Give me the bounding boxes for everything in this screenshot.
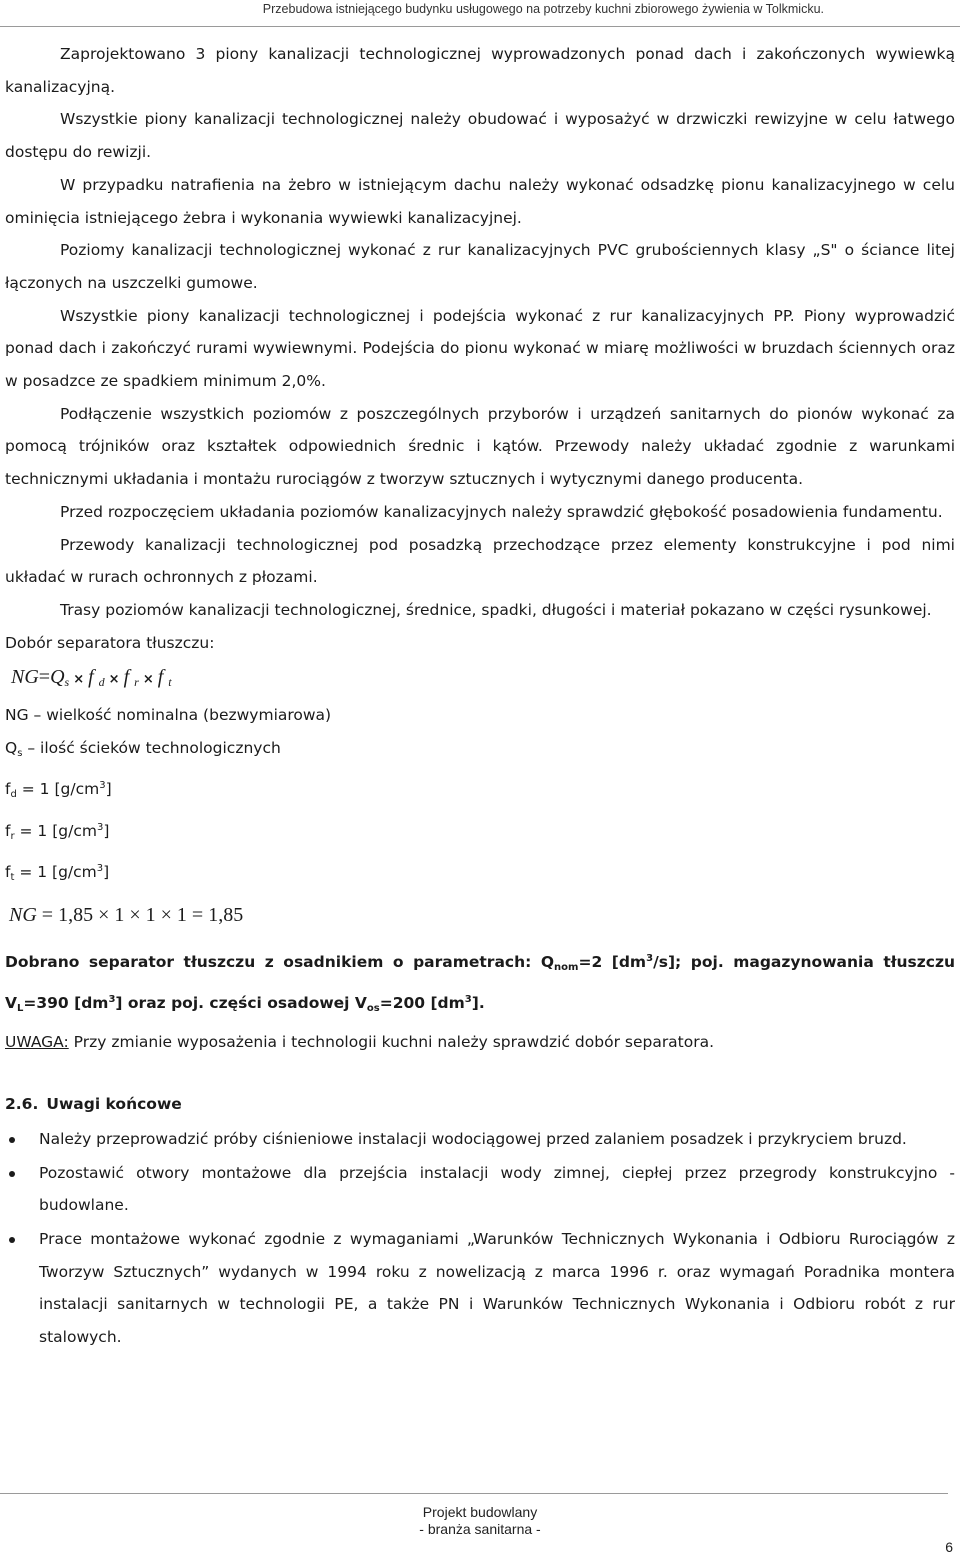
bullet-icon [9, 1137, 15, 1143]
conclusion-sub: L [17, 1003, 24, 1015]
bullet-icon [9, 1237, 15, 1243]
var-qs [5, 732, 955, 771]
page-header [0, 0, 960, 27]
formula-q: Q [50, 666, 65, 689]
page-number: 6 [945, 1539, 953, 1555]
result-formula [5, 895, 955, 935]
var-bracket: ] [105, 780, 112, 799]
var-qs-text: – ilość ścieków technologicznych [22, 738, 281, 757]
list-item [5, 1157, 955, 1222]
formula-times: × [142, 672, 154, 688]
list-item-text: Należy przeprowadzić próby ciśnieniowe instalacji wodociągowej przed zalaniem posadzek i przykryciem bruzd. [39, 1129, 907, 1148]
list-item-text: Pozostawić otwory montażowe dla przejścia instalacji wody zimnej, ciepłej przez przegrody konstrukcyjno - budowlane. [39, 1163, 955, 1215]
conclusion-text: =200 [dm [379, 994, 465, 1013]
formula-f: f [157, 666, 164, 689]
var-qs-symbol: Q [5, 738, 18, 757]
page-footer [0, 1504, 960, 1538]
conclusion-text: =390 [dm [23, 994, 109, 1013]
formula-ft-sub: t [168, 675, 172, 690]
section-heading [5, 1088, 955, 1121]
section-title: Uwagi końcowe [46, 1095, 182, 1114]
footer-line-1: Projekt budowlany [422, 1504, 538, 1520]
running-title: Przebudowa istniejącego budynku usługowego na potrzeby kuchni zbiorowego żywienia w Tolkmicku. [262, 2, 824, 16]
paragraph: Wszystkie piony kanalizacji technologicznej i podejścia wykonać z rur kanalizacyjnych PP. Piony wyprowadzić ponad dach i zakończyć rurami wywiewnymi. Podejścia do pionu wykonać w miarę możliwości w bruzdach ściennych oraz w posadzce ze spadkiem minimum 2,0%. [5, 306, 955, 391]
conclusion-text: =2 [dm [578, 952, 647, 971]
list-item-text: Prace montażowe wykonać zgodnie z wymaganiami „Warunków Technicznych Wykonania i Odbioru Rurociągów z Tworzyw Sztucznych” wydanych w 1994 roku z nowelizacją z marca 1996 r. oraz wymagań Poradnika montera instalacji sanitarnych w technologii PE, a także PN i Warunków Technicznych Wykonania i Odbioru robót z rur stalowych. [39, 1229, 955, 1347]
var-ng: NG – wielkość nominalna (bezwymiarowa) [5, 706, 332, 725]
conclusion-sub: nom [554, 961, 579, 973]
warning-text: Przy zmianie wyposażenia i technologii kuchni należy sprawdzić dobór separatora. [68, 1032, 715, 1051]
formula-times: × [108, 672, 120, 688]
var-fr-sub: r [10, 830, 15, 842]
var-ft-sub: t [10, 872, 15, 884]
var-ft-symbol: f [5, 863, 11, 882]
paragraph: Podłączenie wszystkich poziomów z poszczególnych przyborów i urządzeń sanitarnych do pionów wykonać za pomocą trójników oraz kształtek odpowiednich średnic i kątów. Przewody należy układać zgodnie z warunkami technicznymi układania i montażu rurociągów z tworzyw sztucznych i wytycznymi danego producenta. [5, 404, 955, 489]
var-fd-symbol: f [5, 780, 11, 799]
separator-formula [5, 659, 955, 695]
var-bracket: ] [103, 821, 110, 840]
final-remarks-list [5, 1123, 955, 1354]
formula-f: f [123, 666, 130, 689]
paragraph: Zaprojektowano 3 piony kanalizacji technologicznej wyprowadzonych ponad dach i zakończonych wywiewką kanalizacyjną. [5, 45, 955, 96]
var-fr-text: = 1 [g/cm [14, 821, 97, 840]
var-fr [5, 812, 955, 854]
formula-f: f [88, 666, 94, 689]
formula-eq: = [38, 666, 51, 689]
paragraph: Poziomy kanalizacji technologicznej wykonać z rur kanalizacyjnych PVC grubościennych klasy „S" o ściance litej łączonych na uszczelki gumowe. [5, 241, 955, 292]
var-fd-text: = 1 [g/cm [16, 780, 100, 799]
var-cube: 3 [96, 821, 104, 833]
var-qs-sub: s [17, 747, 23, 759]
list-item [5, 1223, 955, 1354]
warning-note [5, 1026, 955, 1059]
paragraph: Przed rozpoczęciem układania poziomów kanalizacyjnych należy sprawdzić głębokość posadowienia fundamentu. [60, 502, 943, 521]
var-fd-sub: d [10, 789, 17, 801]
bullet-icon [9, 1171, 15, 1177]
warning-label: UWAGA: [5, 1032, 69, 1051]
separator-heading: Dobór separatora tłuszczu: [5, 633, 215, 652]
result-lhs: NG [9, 903, 37, 926]
section-number: 2.6. [5, 1095, 39, 1114]
formula-q-sub: s [64, 675, 70, 690]
footer-line-2: - branża sanitarna - [419, 1521, 541, 1537]
document-body [5, 38, 955, 1355]
paragraph: Trasy poziomów kanalizacji technologicznej, średnice, spadki, długości i materiał pokazano w części rysunkowej. [60, 600, 932, 619]
conclusion-text: ] oraz poj. części osadowej V [115, 994, 367, 1013]
paragraph: Wszystkie piony kanalizacji technologicznej należy obudować i wyposażyć w drzwiczki rewizyjne w celu łatwego dostępu do rewizji. [5, 110, 955, 162]
conclusion-sub: os [366, 1003, 380, 1015]
conclusion-sup: 3 [108, 994, 116, 1006]
footer-divider [0, 1493, 948, 1494]
formula-fd-sub: d [98, 675, 105, 690]
var-cube: 3 [99, 780, 106, 792]
var-bracket: ] [103, 863, 110, 882]
var-ft-text: = 1 [g/cm [14, 863, 97, 882]
conclusion-text: Dobrano separator tłuszczu z osadnikiem o parametrach: Q [5, 952, 555, 971]
separator-conclusion [5, 943, 955, 1026]
paragraph: W przypadku natrafienia na żebro w istniejącym dachu należy wykonać odsadzkę pionu kanalizacyjnego w celu ominięcia istniejącego żebra i wykonania wywiewki kanalizacyjnej. [5, 175, 955, 227]
var-cube: 3 [96, 863, 104, 875]
result-rhs: = 1,85 × 1 × 1 × 1 = 1,85 [36, 903, 244, 926]
formula-lhs: NG [11, 666, 39, 689]
formula-fr-sub: r [134, 675, 139, 690]
var-fd [5, 770, 955, 812]
conclusion-sup: 3 [464, 994, 472, 1006]
list-item [5, 1123, 955, 1156]
conclusion-text: /s]; poj. magazynowania tłuszczu V [5, 952, 956, 1013]
var-ft [5, 853, 955, 895]
paragraph: Przewody kanalizacji technologicznej pod posadzką przechodzące przez elementy konstrukcyjne i pod nimi układać w rurach ochronnych z płozami. [5, 535, 955, 587]
var-fr-symbol: f [5, 821, 11, 840]
conclusion-text: ]. [471, 994, 485, 1013]
conclusion-sup: 3 [646, 952, 654, 964]
formula-times: × [73, 672, 85, 688]
